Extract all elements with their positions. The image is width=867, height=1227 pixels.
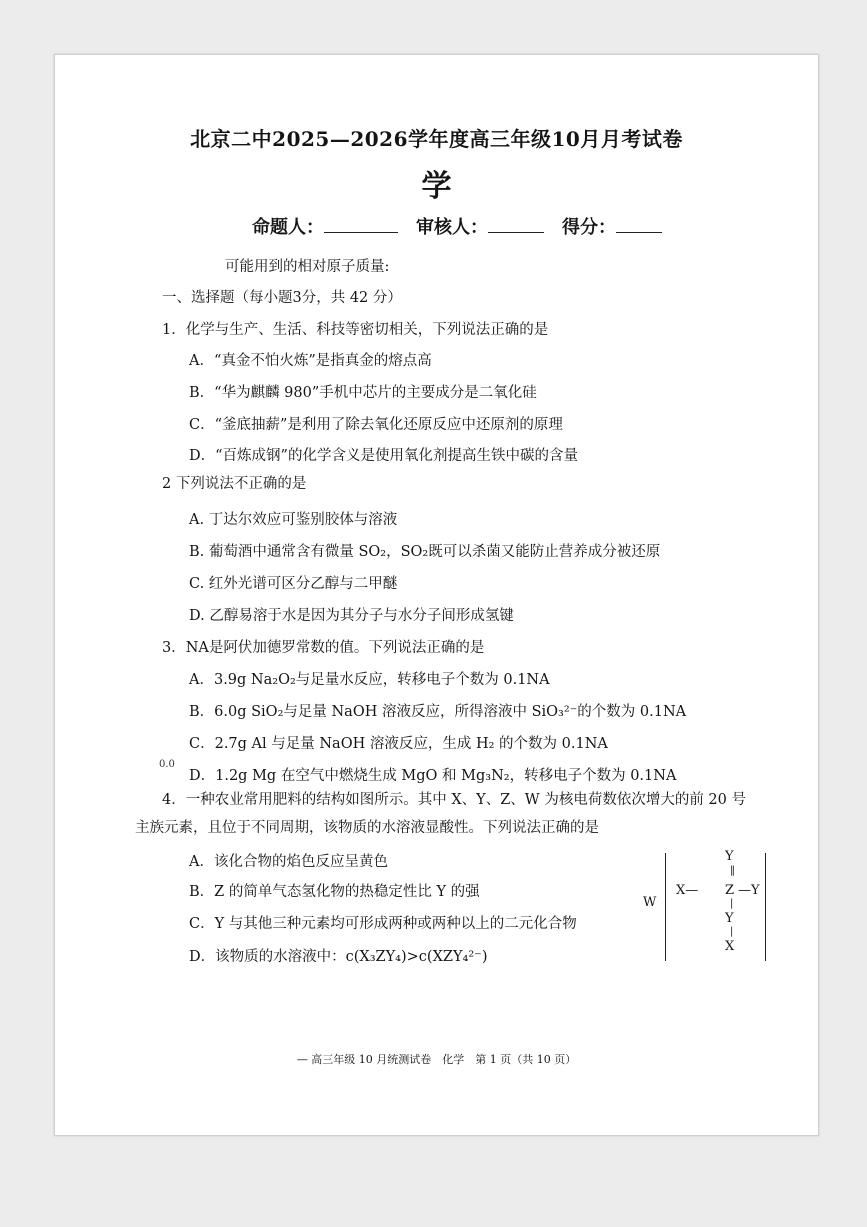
question-2-option-a: A. 丁达尔效应可鉴别胶体与溶液: [189, 512, 398, 528]
question-4-stem-line2: 主族元素，且位于不同周期，该物质的水溶液显酸性。下列说法正确的是: [135, 820, 599, 836]
question-1-option-c: C．“釜底抽薪”是利用了除去氧化还原反应中还原剂的原理: [189, 417, 563, 433]
question-2-option-c: C. 红外光谱可区分乙醇与二甲醚: [189, 576, 398, 592]
question-2-option-b: B. 葡萄酒中通常含有微量 SO₂，SO₂既可以杀菌又能防止营养成分被还原: [189, 544, 661, 560]
score-label: 得分：: [562, 217, 616, 238]
structure-atom-x-left: X—: [676, 883, 699, 898]
question-4-option-b: B．Z 的简单气态氢化物的热稳定性比 Y 的强: [189, 884, 480, 900]
atomic-mass-note: 可能用到的相对原子质量:: [225, 259, 390, 275]
structure-atom-y-right: —Y: [738, 883, 760, 898]
question-3-option-d: D．1.2g Mg 在空气中燃烧生成 MgO 和 Mg₃N₂，转移电子个数为 0.1NA: [189, 768, 677, 784]
exam-title: 北京二中2025—2026学年度高三年级10月月考试卷: [190, 127, 683, 151]
page-footer: — 高三年级 10 月统测试卷 化学 第 1 页（共 10 页）: [296, 1053, 577, 1066]
margin-handwritten-mark: 0.0: [159, 759, 175, 770]
reviewer-field: [416, 213, 544, 239]
exam-paper: [54, 54, 819, 1136]
author-blank: [324, 216, 398, 233]
structure-double-bond: ‖: [730, 865, 735, 876]
question-2-stem: 2 下列说法不正确的是: [162, 476, 307, 492]
score-field: [562, 213, 662, 239]
question-1-option-b: B．“华为麒麟 980”手机中芯片的主要成分是二氧化硅: [189, 385, 537, 401]
question-1-option-d: D．“百炼成钢”的化学含义是使用氧化剂提高生铁中碳的含量: [189, 448, 578, 464]
author-label: 命题人：: [252, 217, 324, 238]
section-heading: 一、选择题（每小题3分，共 42 分）: [162, 290, 402, 306]
structure-atom-y-top: Y: [725, 849, 734, 864]
reviewer-blank: [488, 216, 544, 233]
question-3-option-a: A．3.9g Na₂O₂与足量水反应，转移电子个数为 0.1NA: [189, 672, 550, 688]
question-2-option-d: D. 乙醇易溶于水是因为其分子与水分子间形成氢键: [189, 608, 514, 624]
question-4-stem-line1: 4．一种农业常用肥料的结构如图所示。其中 X、Y、Z、W 为核电荷数依次增大的前 20 号: [162, 792, 746, 808]
structure-bracket-left: [665, 853, 670, 961]
structure-bracket-right: [761, 853, 766, 961]
structure-atom-y-mid: Y: [725, 911, 734, 926]
question-1-stem: 1．化学与生产、生活、科技等密切相关，下列说法正确的是: [162, 322, 549, 338]
structure-atom-x-bottom: X: [725, 939, 735, 954]
structure-single-bond-1: |: [730, 898, 734, 909]
structure-diagram: [643, 845, 773, 975]
author-field: [252, 213, 398, 239]
structure-atom-w: W: [643, 895, 657, 910]
reviewer-label: 审核人：: [416, 217, 488, 238]
question-1-option-a: A．“真金不怕火炼”是指真金的熔点高: [189, 353, 432, 369]
question-4-option-a: A．该化合物的焰色反应呈黄色: [189, 854, 388, 870]
question-3-option-b: B．6.0g SiO₂与足量 NaOH 溶液反应，所得溶液中 SiO₃²⁻的个数为 0.1NA: [189, 704, 687, 720]
question-4-option-c: C．Y 与其他三种元素均可形成两种或两种以上的二元化合物: [189, 916, 577, 932]
question-3-option-c: C．2.7g Al 与足量 NaOH 溶液反应，生成 H₂ 的个数为 0.1NA: [189, 736, 608, 752]
question-4-option-d: D．该物质的水溶液中：c(X₃ZY₄)>c(XZY₄²⁻): [189, 949, 488, 965]
score-blank: [616, 216, 662, 233]
question-3-stem: 3．NA是阿伏加德罗常数的值。下列说法正确的是: [162, 640, 485, 656]
structure-single-bond-2: |: [730, 926, 734, 937]
subject-title: 学: [421, 169, 452, 204]
structure-atom-z: Z: [725, 883, 735, 898]
